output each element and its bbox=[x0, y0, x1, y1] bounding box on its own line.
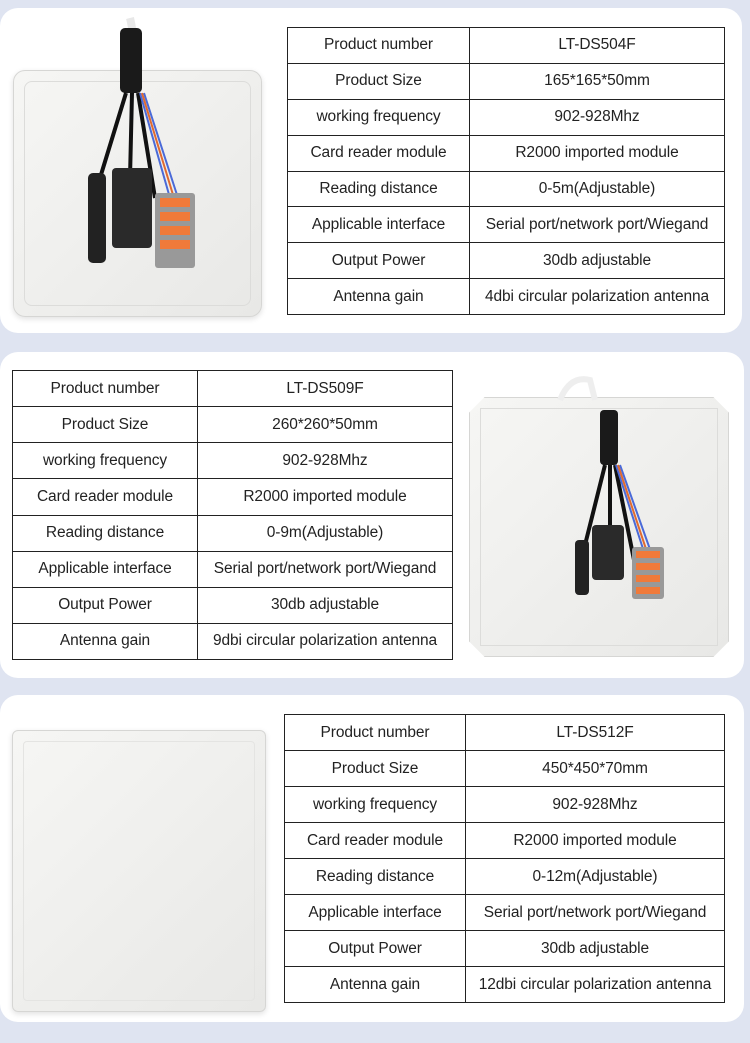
table-row bbox=[288, 279, 725, 315]
value-cell: 450*450*70mm bbox=[466, 751, 725, 787]
table-row bbox=[288, 135, 725, 171]
value-cell: 30db adjustable bbox=[470, 243, 725, 279]
spec-table-ds512f bbox=[284, 714, 725, 1003]
label-cell: Product number bbox=[285, 715, 466, 751]
table-row bbox=[288, 63, 725, 99]
label-cell: Product number bbox=[13, 371, 198, 407]
table-row bbox=[13, 623, 453, 659]
label-cell: Applicable interface bbox=[285, 895, 466, 931]
label-cell: Reading distance bbox=[13, 515, 198, 551]
label-cell: Antenna gain bbox=[288, 279, 470, 315]
table-row bbox=[288, 28, 725, 64]
cable-connector-image bbox=[60, 18, 180, 268]
table-row bbox=[288, 207, 725, 243]
value-cell: 12dbi circular polarization antenna bbox=[466, 967, 725, 1003]
table-row bbox=[285, 895, 725, 931]
label-cell: Applicable interface bbox=[288, 207, 470, 243]
table-row bbox=[288, 243, 725, 279]
value-cell: 4dbi circular polarization antenna bbox=[470, 279, 725, 315]
table-row bbox=[285, 715, 725, 751]
table-row bbox=[285, 787, 725, 823]
table-row bbox=[285, 859, 725, 895]
label-cell: working frequency bbox=[13, 443, 198, 479]
table-row bbox=[13, 479, 453, 515]
label-cell: Product number bbox=[288, 28, 470, 64]
label-cell: Antenna gain bbox=[13, 623, 198, 659]
antenna-image-ds512f bbox=[12, 730, 266, 1012]
value-cell: LT-DS512F bbox=[466, 715, 725, 751]
table-row bbox=[285, 967, 725, 1003]
label-cell: Product Size bbox=[285, 751, 466, 787]
value-cell: Serial port/network port/Wiegand bbox=[198, 551, 453, 587]
label-cell: Card reader module bbox=[285, 823, 466, 859]
table-row bbox=[13, 443, 453, 479]
cable-connector-image bbox=[560, 375, 670, 605]
label-cell: working frequency bbox=[285, 787, 466, 823]
value-cell: 260*260*50mm bbox=[198, 407, 453, 443]
value-cell: 9dbi circular polarization antenna bbox=[198, 623, 453, 659]
table-row bbox=[13, 587, 453, 623]
table-row bbox=[13, 371, 453, 407]
label-cell: Output Power bbox=[285, 931, 466, 967]
label-cell: Reading distance bbox=[285, 859, 466, 895]
value-cell: 0-9m(Adjustable) bbox=[198, 515, 453, 551]
value-cell: 30db adjustable bbox=[198, 587, 453, 623]
label-cell: working frequency bbox=[288, 99, 470, 135]
value-cell: 902-928Mhz bbox=[466, 787, 725, 823]
value-cell: Serial port/network port/Wiegand bbox=[470, 207, 725, 243]
value-cell: R2000 imported module bbox=[198, 479, 453, 515]
value-cell: 902-928Mhz bbox=[198, 443, 453, 479]
label-cell: Applicable interface bbox=[13, 551, 198, 587]
value-cell: 165*165*50mm bbox=[470, 63, 725, 99]
label-cell: Output Power bbox=[288, 243, 470, 279]
table-row bbox=[13, 515, 453, 551]
value-cell: 30db adjustable bbox=[466, 931, 725, 967]
table-row bbox=[288, 99, 725, 135]
table-row bbox=[288, 171, 725, 207]
value-cell: 0-5m(Adjustable) bbox=[470, 171, 725, 207]
value-cell: Serial port/network port/Wiegand bbox=[466, 895, 725, 931]
value-cell: R2000 imported module bbox=[466, 823, 725, 859]
table-row bbox=[285, 751, 725, 787]
table-row bbox=[13, 407, 453, 443]
value-cell: LT-DS509F bbox=[198, 371, 453, 407]
label-cell: Reading distance bbox=[288, 171, 470, 207]
table-row bbox=[285, 931, 725, 967]
label-cell: Card reader module bbox=[288, 135, 470, 171]
value-cell: R2000 imported module bbox=[470, 135, 725, 171]
label-cell: Output Power bbox=[13, 587, 198, 623]
value-cell: LT-DS504F bbox=[470, 28, 725, 64]
value-cell: 902-928Mhz bbox=[470, 99, 725, 135]
label-cell: Product Size bbox=[288, 63, 470, 99]
value-cell: 0-12m(Adjustable) bbox=[466, 859, 725, 895]
label-cell: Product Size bbox=[13, 407, 198, 443]
label-cell: Antenna gain bbox=[285, 967, 466, 1003]
spec-table-ds504f bbox=[287, 27, 725, 315]
table-row bbox=[13, 551, 453, 587]
spec-table-ds509f bbox=[12, 370, 453, 660]
table-row bbox=[285, 823, 725, 859]
label-cell: Card reader module bbox=[13, 479, 198, 515]
